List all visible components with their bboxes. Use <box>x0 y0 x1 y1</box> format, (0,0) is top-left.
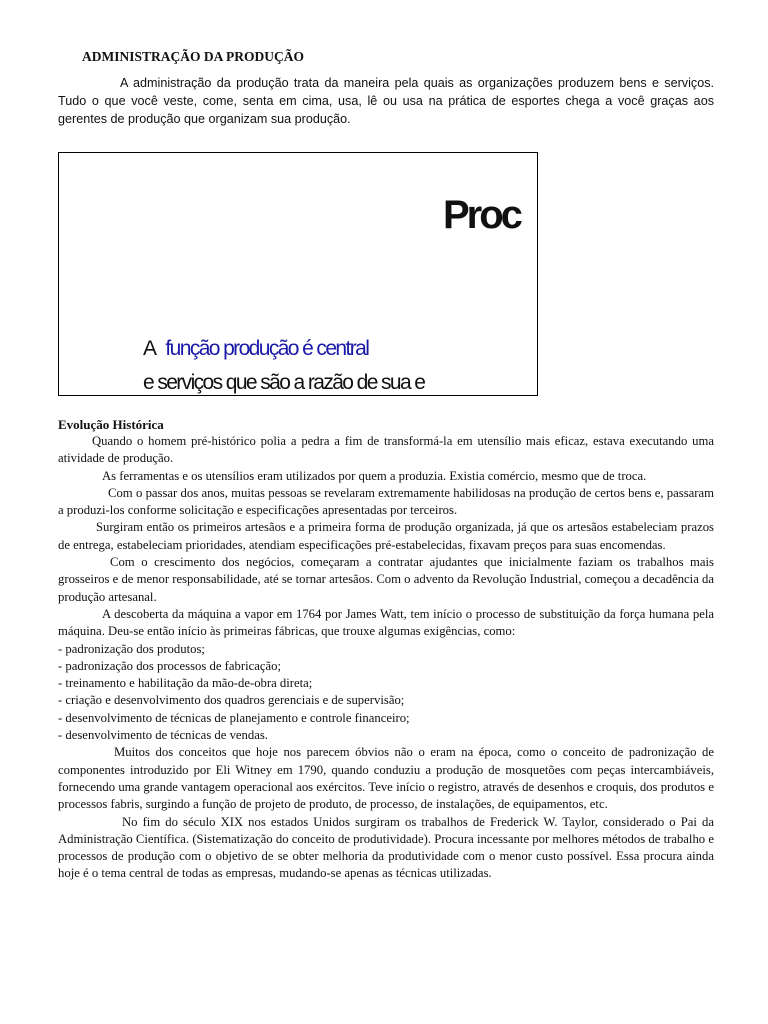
paragraph: Com o crescimento dos negócios, começaram a contratar ajudantes que inicialmente faziam os trabalhos mais grosseiros e de menor responsabilidade, até se tornar artesãos. Com o advento da Revolução Industrial, começou a decadência da produção artesanal. <box>58 555 714 604</box>
list-item: - desenvolvimento de técnicas de planejamento e controle financeiro; <box>58 710 410 725</box>
slide-line-2: e serviços que são a razão de sua e <box>143 371 425 394</box>
list-item: - padronização dos produtos; <box>58 641 205 656</box>
list-item: - treinamento e habilitação da mão-de-obra direta; <box>58 676 313 691</box>
list-item: - criação e desenvolvimento dos quadros gerenciais e de supervisão; <box>58 693 405 708</box>
history-body <box>58 433 714 883</box>
slide-line-1 <box>143 337 368 361</box>
slide-title-fragment: Proc <box>443 193 520 237</box>
slide-line-1-lead: A <box>143 337 156 360</box>
list-item: - desenvolvimento de técnicas de vendas. <box>58 728 268 743</box>
paragraph: A descoberta da máquina a vapor em 1764 por James Watt, tem início o processo de substituição da força humana pela máquina. Deu-se então início às primeiras fábricas, que trouxe algumas exigências, como: <box>58 606 714 639</box>
paragraph: As ferramentas e os utensílios eram utilizados por quem a produzia. Existia comércio, mesmo que de troca. <box>102 468 647 483</box>
paragraph: Surgiram então os primeiros artesãos e a primeira forma de produção organizada, já que os artesãos estabeleciam prazos de entrega, estabeleciam prioridades, atendiam especificações pré-estabelecidas, fixavam preços para suas encomendas. <box>58 520 714 552</box>
embedded-slide <box>58 152 538 396</box>
document-title: ADMINISTRAÇÃO DA PRODUÇÃO <box>82 49 305 64</box>
paragraph: No fim do século XIX nos estados Unidos surgiram os trabalhos de Frederick W. Taylor, considerado o Pai da Administração Científica. (Sistematização do conceito de produtividade). Procura incessante por melhores métodos de trabalho e processos de produção com o objetivo de se obter melhoria da produtividade com o menor custo possível. Essa procura ainda hoje é o tema central de todas as empresas, mudando-se apenas as técnicas utilizadas. <box>58 814 714 881</box>
paragraph: Muitos dos conceitos que hoje nos parecem óbvios não o eram na época, como o conceito de padronização de componentes introduzido por Eli Witney em 1790, quando conduziu a produção de mosquetões com peças intercambiáveis, fornecendo uma grande vantagem operacional aos exércitos. Teve início o registro, através de desenhos e croquis, dos produtos e processos fabris, surgindo a função de projeto de produto, de processo, de instalações, de equipamentos, etc. <box>58 745 714 812</box>
slide-line-1-highlight: função produção é central <box>165 337 369 360</box>
intro-paragraph: A administração da produção trata da maneira pela quais as organizações produzem bens e serviços. Tudo o que você veste, come, senta em cima, usa, lê ou usa na prática de esportes chega a você graças aos gerentes de produção que organizam sua produção. <box>58 76 714 126</box>
requirements-list <box>58 641 714 745</box>
list-item: - padronização dos processos de fabricação; <box>58 658 281 673</box>
document-page <box>58 46 714 883</box>
paragraph: Quando o homem pré-histórico polia a pedra a fim de transformá-la em utensílio mais eficaz, estava executando uma atividade de produção. <box>58 434 714 466</box>
paragraph: Com o passar dos anos, muitas pessoas se revelaram extremamente habilidosas na produção de certos bens e, passaram a produzi-los conforme solicitação e especificações apresentadas por terceiros. <box>58 485 714 518</box>
section-heading: Evolução Histórica <box>58 417 164 432</box>
